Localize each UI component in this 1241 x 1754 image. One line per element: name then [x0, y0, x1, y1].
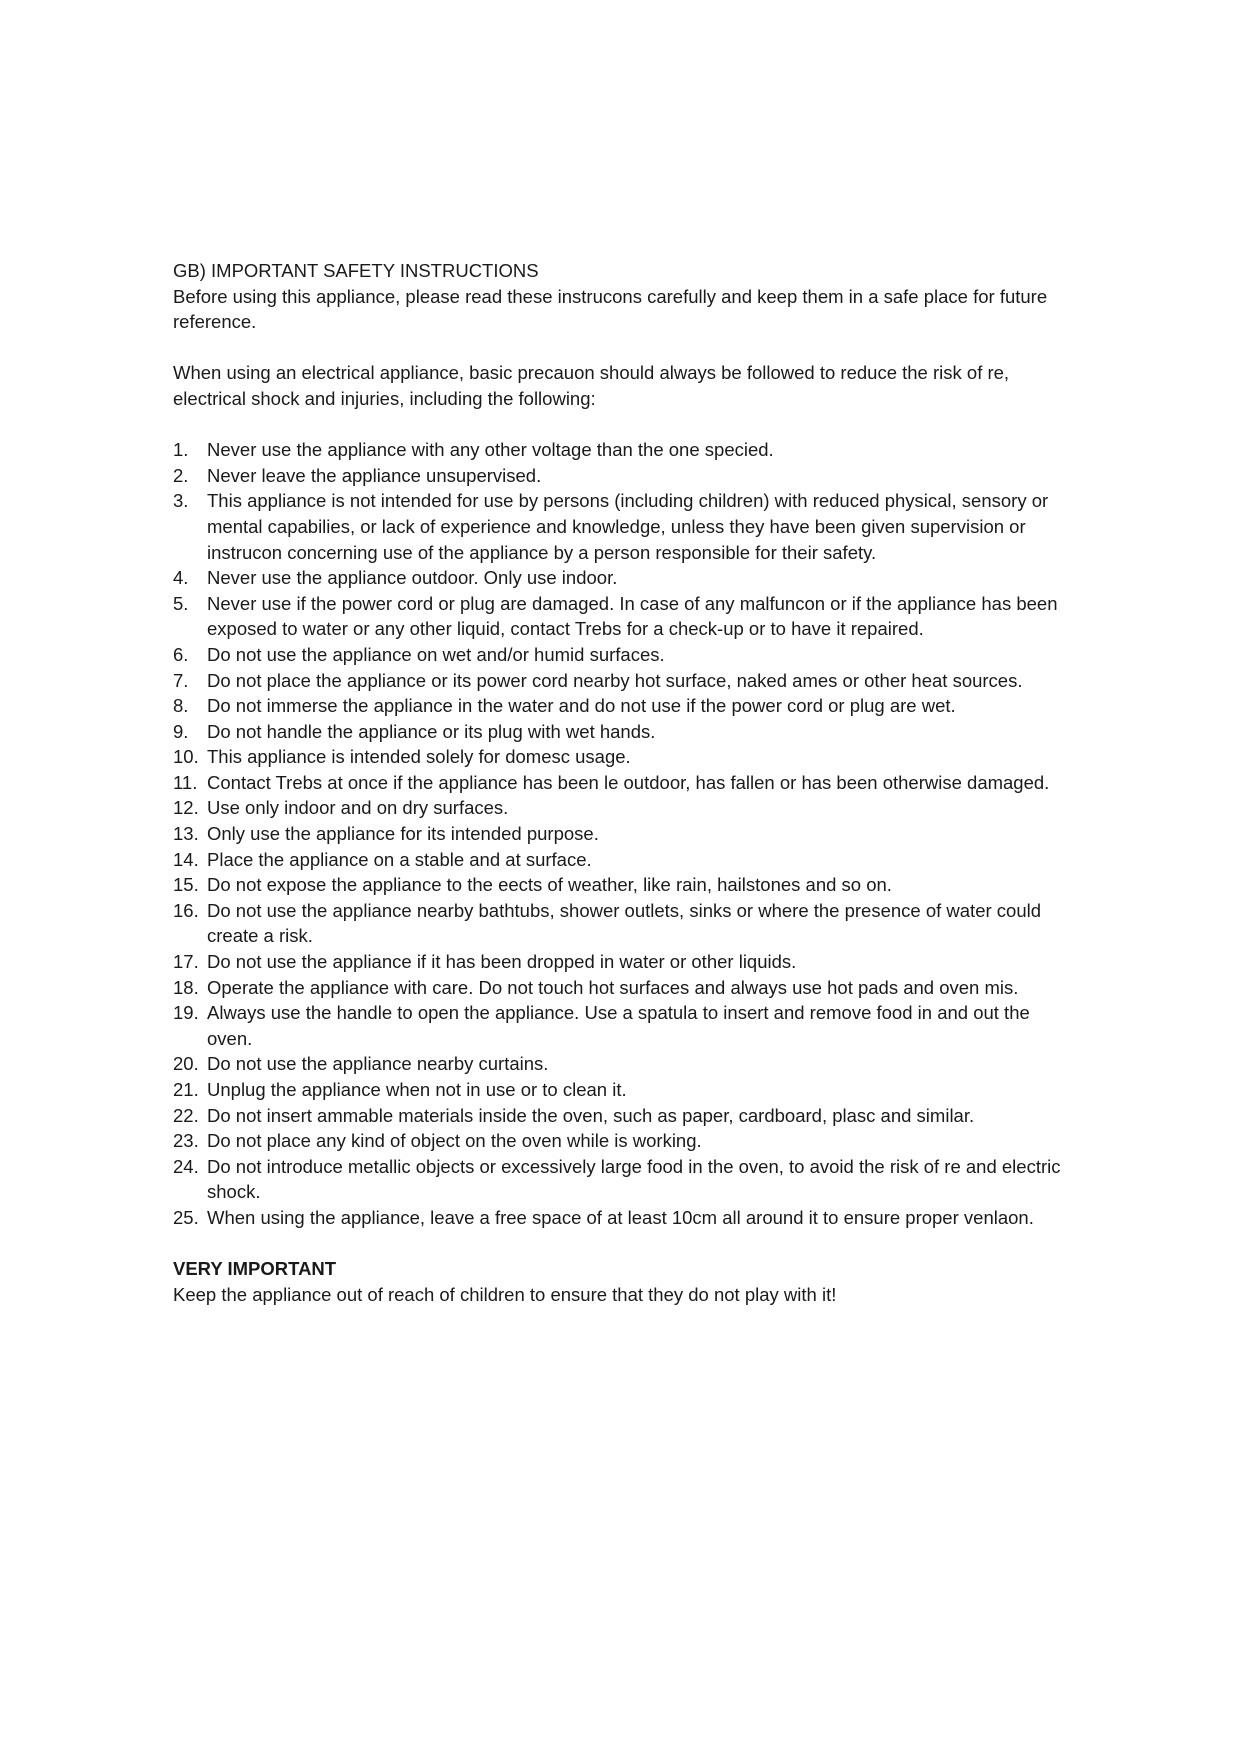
item-text: Do not place any kind of object on the oven while is working.: [207, 1130, 702, 1152]
item-text: Only use the appliance for its intended purpose.: [207, 823, 599, 845]
list-item: [173, 975, 1073, 1001]
precaution-paragraph: When using an electrical appliance, basic precauon should always be followed to reduce the risk of re, electrical shock and injuries, including the following:: [173, 362, 1010, 409]
list-item: [173, 795, 1073, 821]
list-item: [173, 1205, 1073, 1231]
item-number: 4.: [173, 567, 189, 589]
item-number: 9.: [173, 720, 189, 742]
item-number: 14.: [173, 848, 199, 870]
item-text: Never use if the power cord or plug are damaged. In case of any malfuncon or if the appliance has been exposed to water or any other liquid, contact Trebs for a check-up or to have it repaired.: [207, 592, 1058, 640]
item-number: 10.: [173, 746, 199, 768]
safety-rules-list: [173, 437, 1073, 1230]
item-number: 25.: [173, 1206, 199, 1228]
list-item: [173, 565, 1073, 591]
item-text: Never use the appliance with any other voltage than the one specied.: [207, 439, 774, 461]
list-item: [173, 668, 1073, 694]
item-number: 3.: [173, 490, 189, 512]
item-text: Do not use the appliance if it has been dropped in water or other liquids.: [207, 951, 797, 973]
list-item: [173, 1103, 1073, 1129]
item-number: 5.: [173, 592, 189, 614]
list-item: [173, 898, 1073, 949]
item-number: 8.: [173, 695, 189, 717]
item-number: 17.: [173, 951, 199, 973]
item-text: Use only indoor and on dry surfaces.: [207, 797, 509, 819]
list-item: [173, 591, 1073, 642]
item-number: 6.: [173, 643, 189, 665]
item-text: Do not insert ammable materials inside the oven, such as paper, cardboard, plasc and similar.: [207, 1104, 975, 1126]
list-item: [173, 437, 1073, 463]
item-text: Never use the appliance outdoor. Only use indoor.: [207, 567, 618, 589]
item-text: Do not expose the appliance to the eects of weather, like rain, hailstones and so on.: [207, 874, 892, 896]
list-item: [173, 744, 1073, 770]
item-text: Do not use the appliance on wet and/or humid surfaces.: [207, 643, 665, 665]
item-number: 22.: [173, 1104, 199, 1126]
list-item: [173, 719, 1073, 745]
list-item: [173, 1154, 1073, 1205]
list-item: [173, 463, 1073, 489]
item-number: 15.: [173, 874, 199, 896]
list-item: [173, 847, 1073, 873]
list-item: [173, 821, 1073, 847]
document-page: [173, 258, 1073, 1307]
list-item: [173, 693, 1073, 719]
warning-text: Keep the appliance out of reach of children to ensure that they do not play with it!: [173, 1283, 837, 1305]
list-item: [173, 1077, 1073, 1103]
item-number: 13.: [173, 823, 199, 845]
document-title: GB) IMPORTANT SAFETY INSTRUCTIONS: [173, 260, 539, 281]
item-text: This appliance is intended solely for domesc usage.: [207, 746, 631, 768]
list-item: [173, 770, 1073, 796]
item-text: Do not place the appliance or its power cord nearby hot surface, naked ames or other heat sources.: [207, 669, 1023, 691]
warning-heading: VERY IMPORTANT: [173, 1258, 337, 1280]
item-number: 7.: [173, 669, 189, 691]
item-number: 24.: [173, 1155, 199, 1177]
item-number: 19.: [173, 1002, 199, 1024]
item-text: Always use the handle to open the appliance. Use a spatula to insert and remove food in and out the oven.: [207, 1002, 1030, 1049]
item-number: 2.: [173, 464, 189, 486]
item-text: When using the appliance, leave a free space of at least 10cm all around it to ensure proper venlaon.: [207, 1206, 1034, 1228]
item-number: 18.: [173, 976, 199, 998]
item-text: Do not immerse the appliance in the water and do not use if the power cord or plug are wet.: [207, 695, 956, 717]
item-text: Do not handle the appliance or its plug with wet hands.: [207, 720, 656, 742]
item-text: Operate the appliance with care. Do not touch hot surfaces and always use hot pads and oven mis.: [207, 976, 1019, 998]
list-item: [173, 1000, 1073, 1051]
item-number: 16.: [173, 899, 199, 921]
intro-paragraph: Before using this appliance, please read these instrucons carefully and keep them in a safe place for future reference.: [173, 285, 1048, 333]
item-text: Do not use the appliance nearby bathtubs, shower outlets, sinks or where the presence of water could create a risk.: [207, 899, 1042, 947]
item-number: 20.: [173, 1053, 199, 1075]
list-item: [173, 642, 1073, 668]
item-number: 12.: [173, 797, 199, 819]
item-text: This appliance is not intended for use by persons (including children) with reduced physical, sensory or mental capabilies, or lack of experience and knowledge, unless they have been given supervision or instrucon concerning use of the appliance by a person responsible for their safety.: [207, 490, 1049, 563]
list-item: [173, 1051, 1073, 1077]
item-text: Unplug the appliance when not in use or to clean it.: [207, 1079, 627, 1100]
list-item: [173, 872, 1073, 898]
item-number: 1.: [173, 439, 189, 461]
item-number: 21.: [173, 1079, 199, 1100]
item-text: Do not introduce metallic objects or excessively large food in the oven, to avoid the risk of re and electric shock.: [207, 1155, 1061, 1203]
item-number: 11.: [173, 771, 198, 793]
item-text: Never leave the appliance unsupervised.: [207, 464, 542, 486]
item-text: Do not use the appliance nearby curtains.: [207, 1053, 549, 1075]
item-text: Contact Trebs at once if the appliance has been le outdoor, has fallen or has been otherwise damaged.: [207, 771, 1050, 793]
list-item: [173, 488, 1073, 565]
item-text: Place the appliance on a stable and at surface.: [207, 848, 592, 870]
item-number: 23.: [173, 1130, 199, 1152]
list-item: [173, 1128, 1073, 1154]
list-item: [173, 949, 1073, 975]
